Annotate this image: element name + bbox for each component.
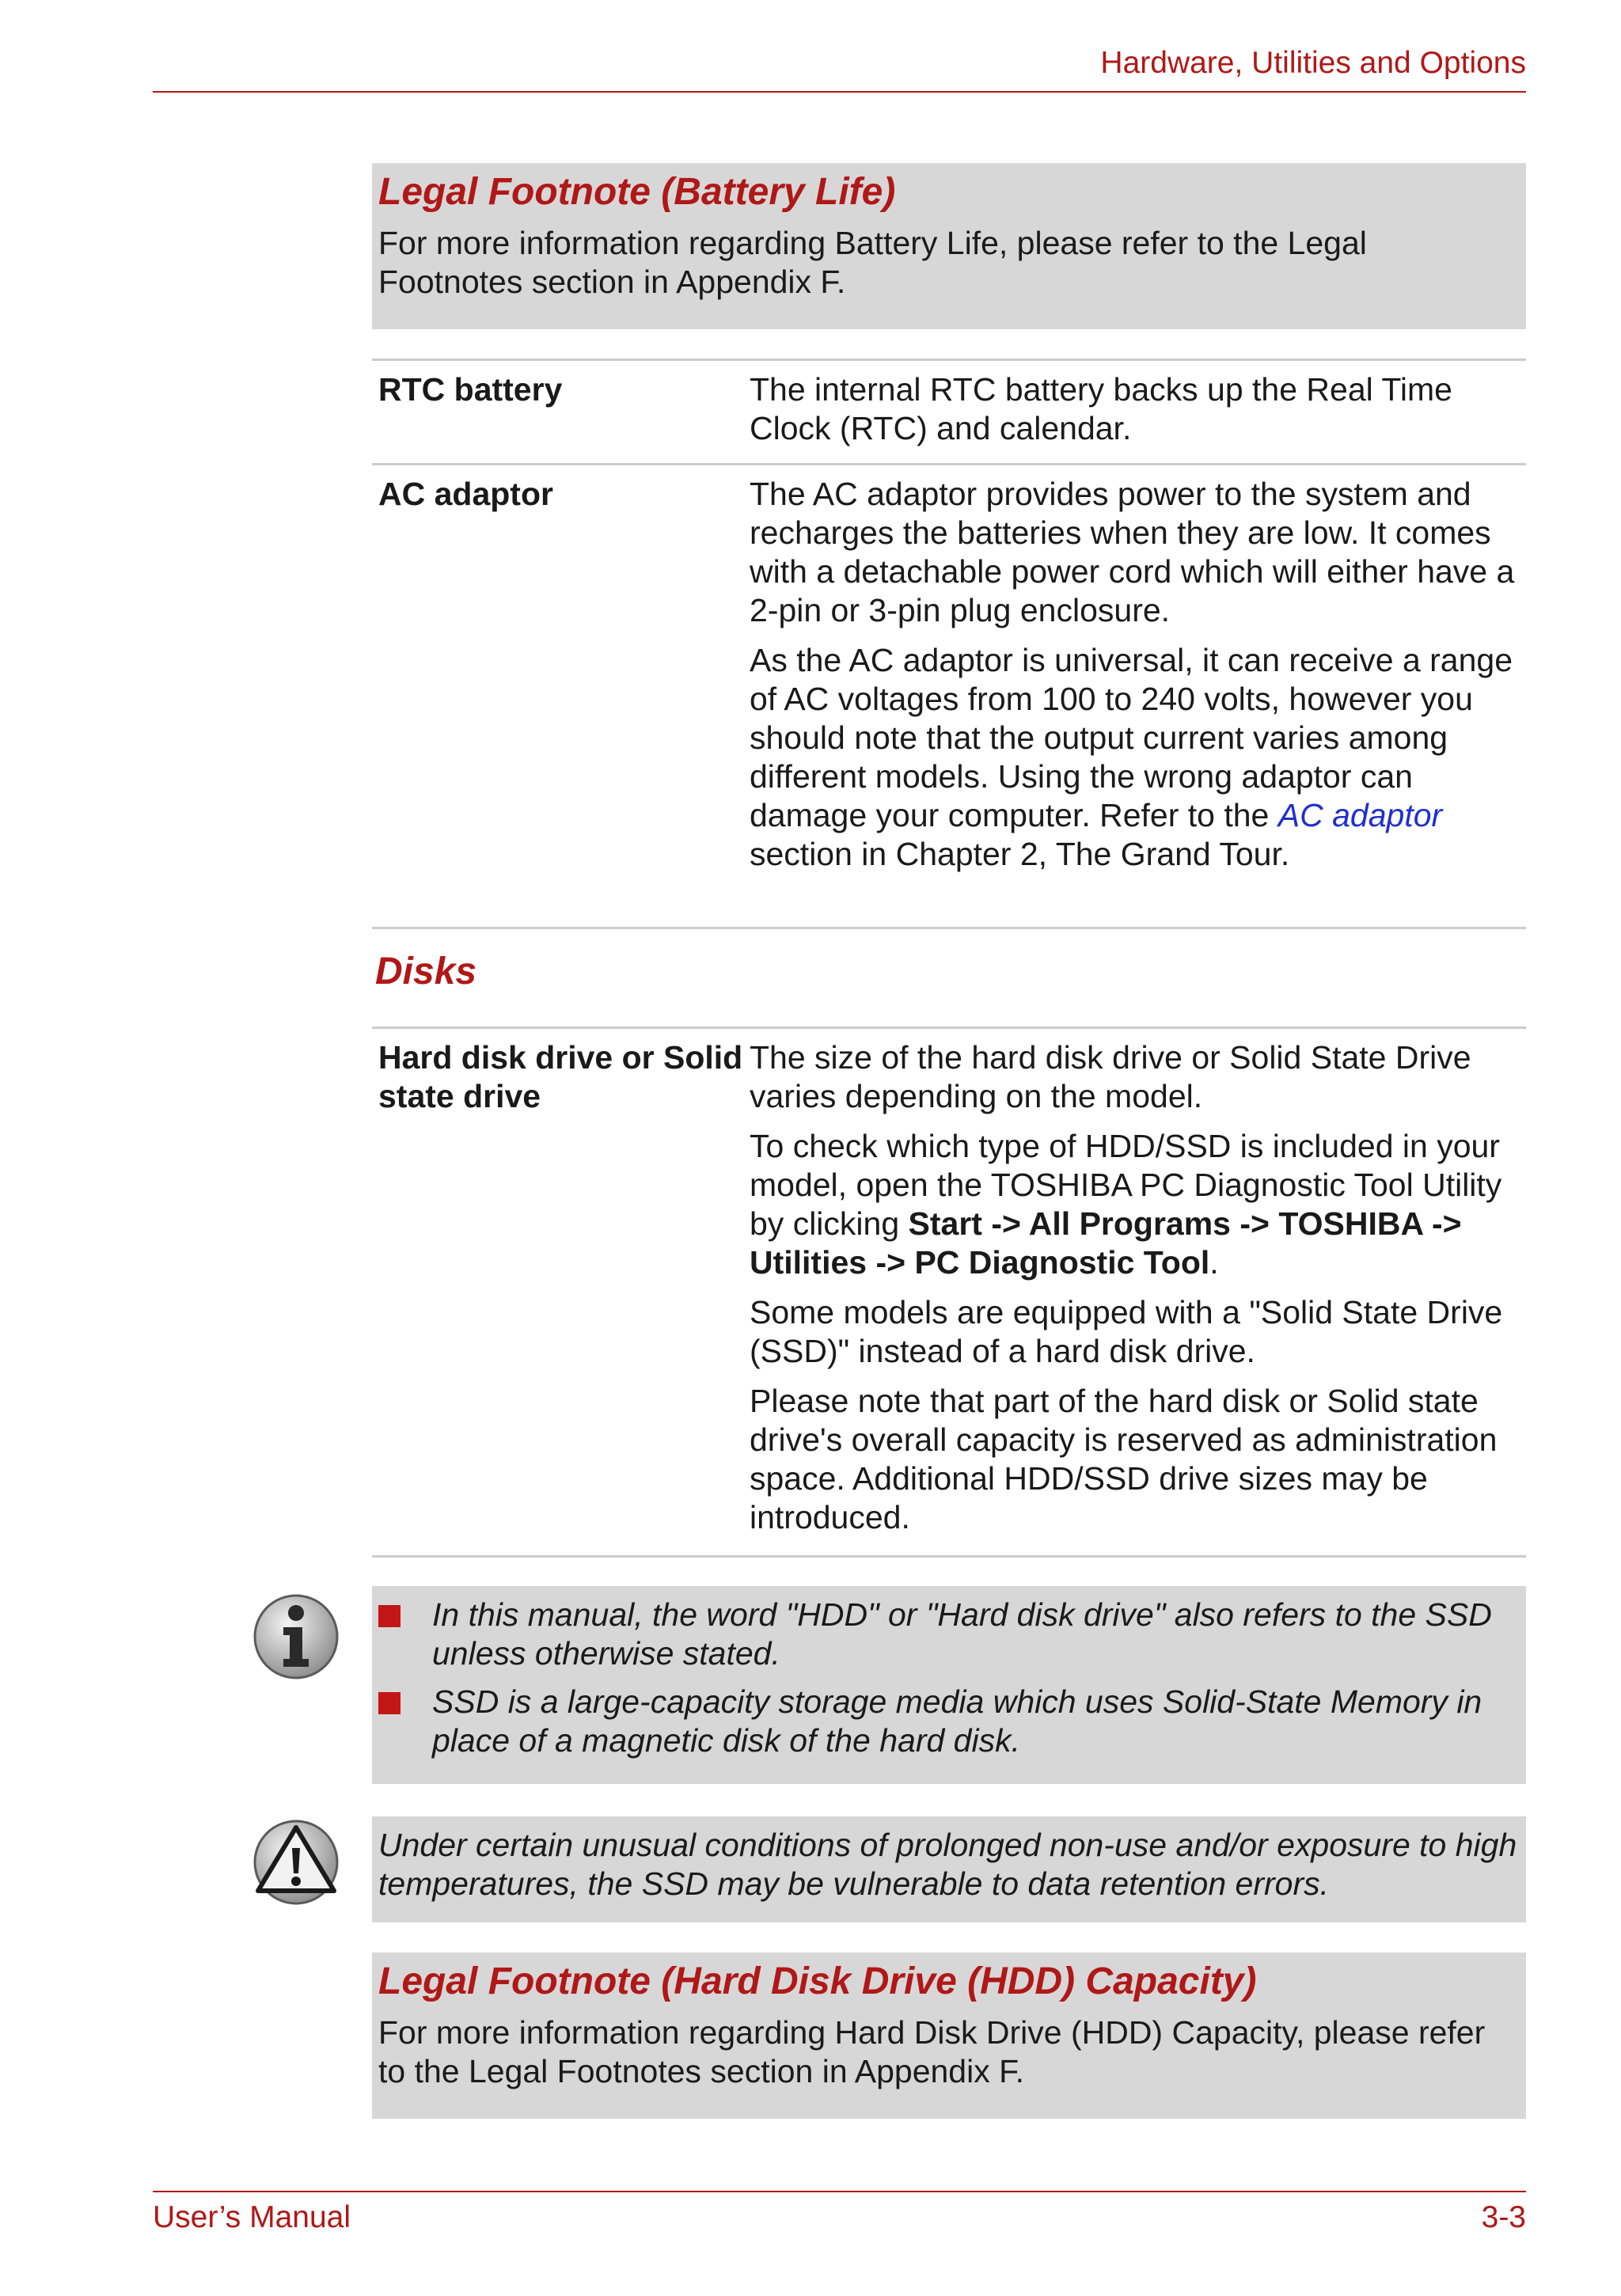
legal-footnote-battery-title: Legal Footnote (Battery Life) bbox=[378, 171, 896, 213]
ac-adaptor-desc-p2-pre: As the AC adaptor is universal, it can receive a range of AC voltages from 100 to 240 volts, however you should note that the output current varies among different models. Using the wrong adaptor can damage your computer. Refer to the bbox=[750, 642, 1513, 833]
rtc-battery-desc bbox=[750, 361, 1526, 463]
list-item bbox=[372, 1596, 1526, 1673]
ac-adaptor-desc-p1: The AC adaptor provides power to the system and recharges the batteries when they are low. It comes with a detachable power cord which will either have a 2-pin or 3-pin plug enclosure. bbox=[750, 476, 1515, 628]
legal-footnote-hdd-body: For more information regarding Hard Disk Drive (HDD) Capacity, please refer to the Legal Footnotes section in Appendix F. bbox=[378, 2014, 1486, 2089]
ac-adaptor-desc-p2-post: section in Chapter 2, The Grand Tour. bbox=[750, 836, 1290, 872]
caution-icon bbox=[252, 1818, 340, 1907]
legal-footnote-battery-body: For more information regarding Battery Life, please refer to the Legal Footnotes section in Appendix F. bbox=[378, 225, 1367, 300]
footer-manual-name: User’s Manual bbox=[153, 2200, 351, 2234]
legal-footnote-hdd-title: Legal Footnote (Hard Disk Drive (HDD) Capacity) bbox=[378, 1960, 1257, 2002]
bullet-square-icon bbox=[378, 1605, 401, 1627]
caution-note-text: Under certain unusual conditions of prolonged non-use and/or exposure to high temperatures, the SSD may be vulnerable to data retention errors. bbox=[378, 1827, 1517, 1902]
hdd-desc-p2 bbox=[750, 1127, 1526, 1282]
rtc-battery-desc-text: The internal RTC battery backs up the Real Time Clock (RTC) and calendar. bbox=[750, 371, 1452, 446]
header-title: Hardware, Utilities and Options bbox=[1100, 46, 1526, 80]
caution-note-box bbox=[372, 1816, 1526, 1922]
disks-table bbox=[372, 1027, 1526, 1558]
hdd-desc-p2-post: . bbox=[1209, 1244, 1219, 1281]
table-row bbox=[372, 465, 1526, 929]
legal-footnote-battery-box bbox=[372, 163, 1526, 329]
table-row bbox=[372, 361, 1526, 465]
hdd-desc-p2-path: Start -> All Programs -> TOSHIBA -> Utilities -> PC Diagnostic Tool bbox=[750, 1205, 1462, 1281]
rtc-battery-term: RTC battery bbox=[378, 371, 563, 408]
page-footer bbox=[153, 2191, 1526, 2234]
ac-adaptor-term: AC adaptor bbox=[378, 476, 553, 512]
footer-page-number: 3-3 bbox=[1481, 2200, 1526, 2234]
hdd-desc-p4: Please note that part of the hard disk or Solid state drive's overall capacity is reserved as administration space. Additional HDD/SSD drive sizes may be introduced. bbox=[750, 1383, 1498, 1535]
info-icon bbox=[252, 1592, 340, 1681]
hdd-desc-p1: The size of the hard disk drive or Solid State Drive varies depending on the model. bbox=[750, 1039, 1471, 1114]
hdd-desc-p2-pre: To check which type of HDD/SSD is included in your model, open the TOSHIBA PC Diagnostic Tool Utility by clicking bbox=[750, 1128, 1502, 1242]
hdd-term: Hard disk drive or Solid state drive bbox=[378, 1039, 743, 1114]
ac-adaptor-link[interactable]: AC adaptor bbox=[1277, 797, 1443, 833]
page-header bbox=[153, 44, 1526, 93]
bullet-square-icon bbox=[378, 1692, 401, 1714]
table-row bbox=[372, 1029, 1526, 1558]
ac-adaptor-desc-p2 bbox=[750, 641, 1526, 874]
list-item bbox=[372, 1683, 1526, 1760]
hdd-desc bbox=[750, 1029, 1526, 1555]
hdd-desc-p3: Some models are equipped with a "Solid State Drive (SSD)" instead of a hard disk drive. bbox=[750, 1294, 1503, 1369]
info-note-box bbox=[372, 1586, 1526, 1784]
disks-section-title: Disks bbox=[375, 951, 477, 992]
power-table bbox=[372, 359, 1526, 929]
info-note-item-2: SSD is a large-capacity storage media which uses Solid-State Memory in place of a magnetic disk of the hard disk. bbox=[432, 1683, 1482, 1759]
info-note-item-1: In this manual, the word "HDD" or "Hard disk drive" also refers to the SSD unless otherwise stated. bbox=[432, 1596, 1492, 1672]
ac-adaptor-desc bbox=[750, 465, 1526, 927]
legal-footnote-hdd-box bbox=[372, 1953, 1526, 2119]
